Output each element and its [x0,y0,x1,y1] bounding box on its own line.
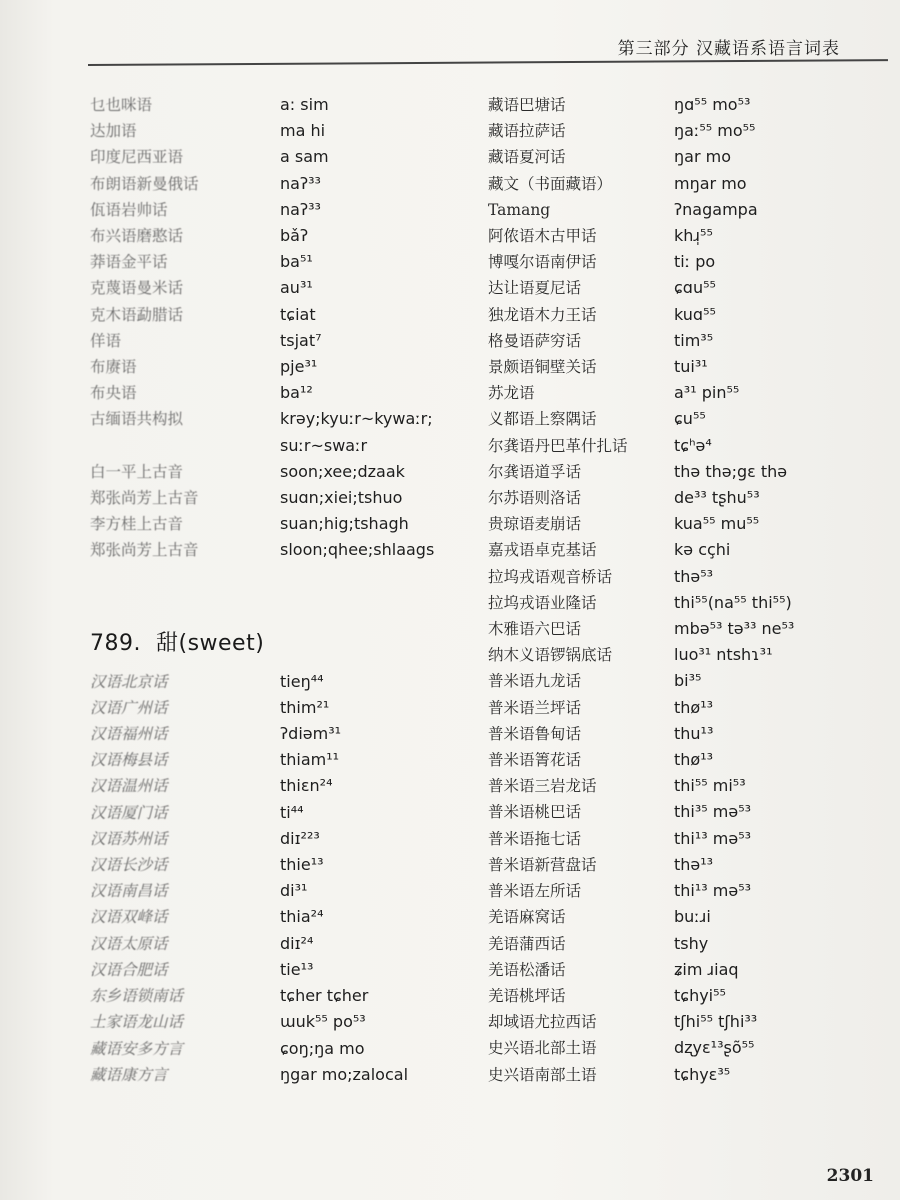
entry-row [90,852,470,878]
language-name: 汉语南昌话 [90,882,168,901]
word-form: tɕher tɕher [280,986,369,1006]
language-name: 普米语拖七话 [488,829,582,848]
entry-row [488,616,868,642]
word-list-previous [90,92,470,564]
word-form: suan;hig;tshagh [280,514,409,534]
entry-row [90,380,470,406]
entry-row [488,302,868,328]
word-form: dʐyɛ¹³ʂõ⁵⁵ [674,1038,755,1058]
word-form: tsjat⁷ [280,330,322,350]
language-name: 景颇语铜壁关话 [488,358,597,377]
word-form: thi⁵⁵ mi⁵³ [674,776,746,796]
entry-row [90,983,470,1009]
language-name: 羌语蒲西话 [488,934,566,953]
entry-row [90,459,470,485]
word-form: ti⁴⁴ [280,802,304,822]
word-form: tiː po [674,252,716,272]
entry-row [90,669,470,695]
left-column [90,92,470,1088]
language-name: 白一平上古音 [90,462,184,481]
language-name: 普米语新营盘话 [488,855,597,874]
language-name: 藏语巴塘话 [488,96,566,114]
entry-row [488,537,868,563]
entry-row [90,695,470,721]
entry-row [488,852,868,878]
language-name: 尔龚语丹巴革什扎话 [488,436,628,455]
word-form: mbə⁵³ tə³³ ne⁵³ [674,619,795,639]
entry-row [90,171,470,197]
word-form: soon;xee;dzaak [280,461,405,481]
entry-row [90,485,470,511]
language-name: 木雅语六巴话 [488,620,582,639]
entry-row [488,249,868,275]
word-form: thi³⁵ mə⁵³ [674,802,752,822]
word-form: ɕoŋ;ŋa mo [280,1038,365,1058]
language-name: 独龙语木力王话 [488,305,597,324]
entry-row [488,1035,868,1061]
language-name: 嘉戎语卓克基话 [488,541,597,560]
language-name: 汉语温州话 [90,777,168,796]
entry-row [90,721,470,747]
language-name: 羌语松潘话 [488,960,566,979]
word-form: tɕʰə⁴ [674,435,712,455]
entry-row [488,695,868,721]
language-name: 普米语鲁甸话 [488,724,582,743]
header-rule [88,59,888,66]
word-form: ɯuk⁵⁵ po⁵³ [280,1012,366,1032]
language-name: 藏语夏河话 [488,148,566,167]
entry-row [90,537,470,563]
word-form: ŋar mo [674,147,731,167]
word-form: a: sim [280,95,329,114]
word-form: ma hi [280,121,326,141]
entry-row [488,931,868,957]
language-name: 史兴语北部土语 [488,1039,597,1058]
entry-row [90,197,470,223]
language-name: 羌语麻窝话 [488,908,566,927]
word-form: tieŋ⁴⁴ [280,671,324,691]
word-list-sweet-continued [488,92,868,1088]
entry-row [90,747,470,773]
entry-row [488,826,868,852]
word-form: buːɹi [674,907,711,927]
word-form: naʔ³³ [280,199,321,219]
entry-row [90,1062,470,1088]
entry-row [488,433,868,459]
language-name: 普米语左所话 [488,882,582,901]
entry-row [90,800,470,826]
word-form: diɪ²⁴ [280,933,314,953]
entry-row [90,931,470,957]
language-name: 汉语福州话 [90,725,168,744]
entry-row [90,1036,470,1062]
word-form: ɕu⁵⁵ [674,409,706,429]
language-name: 拉坞戎语业隆话 [488,593,597,612]
entry-row [90,302,470,328]
entry-row [90,957,470,983]
entry-row [488,721,868,747]
language-name: 布兴语磨憨话 [90,227,184,246]
word-form: thi¹³ mə⁵³ [674,881,752,901]
word-form: di³¹ [280,881,308,901]
word-form: de³³ tʂhu⁵³ [674,488,760,508]
language-name: 郑张尚芳上古音 [90,541,199,560]
word-form: ʑim ɹiaq [674,959,739,979]
word-form: ŋaː⁵⁵ mo⁵⁵ [674,121,756,141]
word-form: suːr~swaːr [280,435,368,455]
word-form: diɪ²²³ [280,828,320,848]
entry-row [488,92,868,118]
entry-row [488,799,868,825]
language-name: 格曼语萨穷话 [488,331,582,350]
language-name: 苏龙语 [488,384,535,403]
entry-row [488,773,868,799]
entry-row [488,1062,868,1088]
word-form: suɑn;xiei;tshuo [280,488,403,508]
word-form: thə thə;gɛ thə [674,461,788,481]
language-name: 汉语太原话 [90,934,168,953]
word-form: tɕhyi⁵⁵ [674,985,726,1005]
entry-row [90,511,470,537]
section-gloss: 甜(sweet) [155,630,265,656]
language-name: 汉语梅县话 [90,751,168,770]
language-name: 汉语北京话 [90,672,168,691]
entry-row [90,433,470,459]
language-name: 土家语龙山话 [90,1013,184,1032]
language-name: 达让语夏尼话 [488,279,582,298]
word-form: tɕiat [280,304,316,324]
word-form: krəy;kyuːr~kywaːr; [280,409,433,429]
word-form: bi³⁵ [674,671,702,691]
language-name: 普米语兰坪话 [488,698,582,717]
word-form: thə⁵³ [674,566,714,586]
word-form: thie¹³ [280,855,324,875]
language-name: 普米语桃巴话 [488,803,582,822]
word-form: ba⁵¹ [280,252,313,272]
language-name: 莽语金平话 [90,253,168,272]
word-form: thim²¹ [280,697,330,717]
right-column [488,92,868,1088]
word-form: ŋɑ⁵⁵ mo⁵³ [674,95,751,114]
word-form: ɕɑu⁵⁵ [674,278,716,298]
language-name: 乜也咪语 [90,96,153,114]
language-name: 郑张尚芳上古音 [90,489,199,508]
entry-row [90,773,470,799]
language-name: 汉语长沙话 [90,856,168,875]
word-form: thø¹³ [674,697,714,717]
language-name: 普米语九龙话 [488,672,582,691]
word-form: thə¹³ [674,854,714,874]
word-form: tie¹³ [280,959,314,979]
word-form: ŋgar mo;zalocal [280,1064,409,1084]
section-heading [90,626,470,657]
language-name: 藏语拉萨话 [488,122,566,141]
language-name: 羌语桃坪话 [488,986,566,1005]
language-name: 佤语岩帅话 [90,200,168,219]
word-form: khɹ̩⁵⁵ [674,226,713,246]
entry-row [488,197,868,223]
entry-row [90,328,470,354]
word-form: a³¹ pin⁵⁵ [674,383,740,403]
word-form: tshy [674,933,709,953]
language-name: 尔苏语则洛话 [488,489,582,508]
entry-row [488,275,868,301]
entry-row [90,406,470,432]
entry-row [488,459,868,485]
language-name: 义都语上察隅话 [488,410,597,429]
language-name: 汉语合肥话 [90,960,168,979]
language-name: 布央语 [90,384,137,403]
word-form: tɕhyɛ³⁵ [674,1064,731,1084]
word-form: au³¹ [280,278,313,298]
entry-row [488,564,868,590]
word-form: kə cçhi [674,540,731,560]
running-header: 第三部分 汉藏语系语言词表 [617,39,840,59]
language-name: 克蔑语曼米话 [90,279,184,298]
entry-row [488,878,868,904]
entry-row [488,328,868,354]
language-name: 藏语安多方言 [90,1039,184,1058]
language-name: 佯语 [90,331,122,350]
entry-row [488,223,868,249]
language-name: 布赓语 [90,358,137,377]
word-form: kuɑ⁵⁵ [674,304,716,324]
language-name: 阿侬语木古甲话 [488,227,597,246]
language-name: 藏语康方言 [90,1065,168,1084]
language-name: 布朗语新曼俄话 [90,174,199,193]
page-number: 2301 [826,1166,874,1186]
word-form: tim³⁵ [674,330,714,350]
word-form: pje³¹ [280,357,318,377]
language-name: 贵琼语麦崩话 [488,515,582,534]
word-form: thiam¹¹ [280,750,340,770]
word-form: thu¹³ [674,723,714,743]
entry-row [488,590,868,616]
word-form: thi⁵⁵(na⁵⁵ thi⁵⁵) [674,592,792,612]
word-form: naʔ³³ [280,173,321,193]
word-form: thi¹³ mə⁵³ [674,828,752,848]
entry-row [90,1009,470,1035]
language-name: 藏文（书面藏语） [488,174,613,193]
language-name: 李方桂上古音 [90,515,184,534]
word-form: ʔnagampa [674,199,758,219]
language-name: 汉语厦门话 [90,803,168,822]
entry-row [488,118,868,144]
entry-row [488,144,868,170]
section-number: 789. [90,630,141,656]
entry-row [90,118,470,144]
word-list-sweet [90,669,470,1088]
language-name: 汉语苏州话 [90,829,168,848]
language-name: 普米语箐花话 [488,751,582,770]
entry-row [488,354,868,380]
word-form: ʔdiəm³¹ [280,724,342,744]
entry-row [488,983,868,1009]
word-form: luo³¹ ntshɿ³¹ [674,645,773,665]
word-form: thiɛn²⁴ [280,776,333,796]
language-name: 汉语双峰话 [90,908,168,927]
language-name: 博嘎尔语南伊话 [488,253,597,272]
language-name: 纳木义语锣锅底话 [488,646,613,665]
word-form: ba¹² [280,383,313,403]
language-name: 印度尼西亚语 [90,148,184,167]
word-form: mŋar mo [674,173,747,193]
entry-row [488,1009,868,1035]
language-name: 拉坞戎语观音桥话 [488,567,613,586]
entry-row [488,668,868,694]
word-form: thia²⁴ [280,907,324,927]
entry-row [488,747,868,773]
entry-row [90,92,470,118]
entry-row [90,826,470,852]
entry-row [90,878,470,904]
word-form: a sam [280,147,329,167]
entry-row [90,223,470,249]
entry-row [488,171,868,197]
entry-row [90,249,470,275]
language-name: 克木语勐腊话 [90,305,184,324]
language-name: 达加语 [90,122,137,141]
entry-row [488,511,868,537]
word-form: sloon;qhee;shlaags [280,540,435,560]
entry-row [488,957,868,983]
entry-row [488,642,868,668]
language-name: 汉语广州话 [90,698,168,717]
entry-row [90,275,470,301]
entry-row [488,904,868,930]
entry-row [488,406,868,432]
language-name: 史兴语南部土语 [488,1065,597,1084]
word-form: thø¹³ [674,750,714,770]
word-form: kua⁵⁵ mu⁵⁵ [674,514,760,534]
entry-row [488,380,868,406]
word-form: bǎʔ [280,226,309,246]
word-form: tʃhi⁵⁵ tʃhi³³ [674,1012,758,1032]
entry-row [90,904,470,930]
language-name: Tamang [488,200,551,219]
language-name: 东乡语锁南话 [90,987,184,1006]
entry-row [90,144,470,170]
language-name: 却域语尤拉西话 [488,1013,597,1032]
language-name: 古缅语共构拟 [90,410,184,429]
entry-row [90,354,470,380]
word-form: tui³¹ [674,357,708,377]
language-name: 普米语三岩龙话 [488,777,597,796]
language-name: 尔龚语道孚话 [488,462,582,481]
entry-row [488,485,868,511]
